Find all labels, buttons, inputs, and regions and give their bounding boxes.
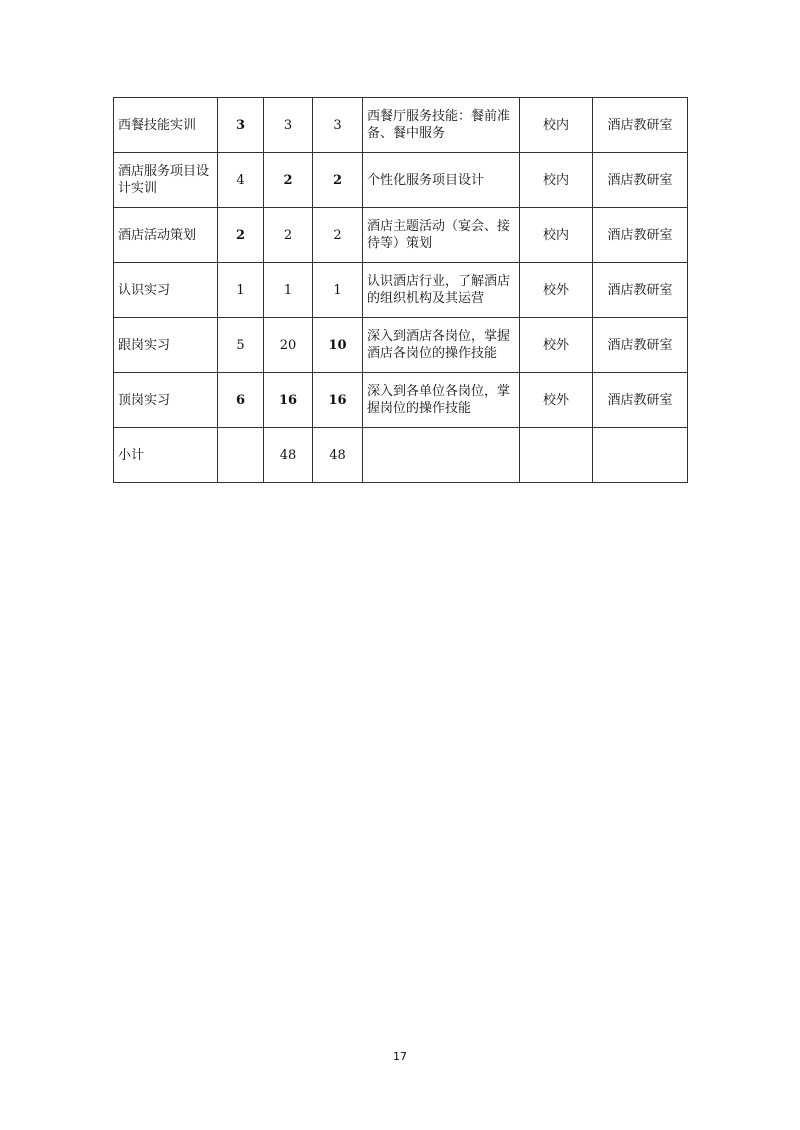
cell-c2: 2 bbox=[264, 208, 313, 263]
cell-department: 酒店教研室 bbox=[593, 208, 688, 263]
course-table bbox=[113, 97, 688, 483]
cell-c3: 16 bbox=[313, 373, 363, 428]
cell-c1: 1 bbox=[218, 263, 264, 318]
cell-content: 深入到酒店各岗位，掌握酒店各岗位的操作技能 bbox=[363, 318, 520, 373]
table-body bbox=[114, 98, 688, 483]
cell-location: 校内 bbox=[520, 153, 593, 208]
cell-c1: 4 bbox=[218, 153, 264, 208]
cell-department: 酒店教研室 bbox=[593, 263, 688, 318]
table-row bbox=[114, 153, 688, 208]
cell-department: 酒店教研室 bbox=[593, 373, 688, 428]
table-row bbox=[114, 318, 688, 373]
cell-department: 酒店教研室 bbox=[593, 318, 688, 373]
cell-course-name: 认识实习 bbox=[114, 263, 218, 318]
cell-c1: 2 bbox=[218, 208, 264, 263]
cell-course-name: 小计 bbox=[114, 428, 218, 483]
cell-department bbox=[593, 428, 688, 483]
cell-c3: 1 bbox=[313, 263, 363, 318]
cell-c2: 1 bbox=[264, 263, 313, 318]
cell-c1: 5 bbox=[218, 318, 264, 373]
cell-c3: 3 bbox=[313, 98, 363, 153]
cell-content: 认识酒店行业，了解酒店的组织机构及其运营 bbox=[363, 263, 520, 318]
table-row bbox=[114, 263, 688, 318]
cell-course-name: 西餐技能实训 bbox=[114, 98, 218, 153]
cell-location bbox=[520, 428, 593, 483]
cell-content: 深入到各单位各岗位，掌握岗位的操作技能 bbox=[363, 373, 520, 428]
cell-c2: 3 bbox=[264, 98, 313, 153]
cell-c3: 48 bbox=[313, 428, 363, 483]
table-row bbox=[114, 98, 688, 153]
table-row bbox=[114, 208, 688, 263]
cell-location: 校外 bbox=[520, 263, 593, 318]
cell-c3: 2 bbox=[313, 153, 363, 208]
cell-department: 酒店教研室 bbox=[593, 98, 688, 153]
page-number: 17 bbox=[393, 1050, 407, 1063]
cell-c1 bbox=[218, 428, 264, 483]
cell-course-name: 酒店活动策划 bbox=[114, 208, 218, 263]
cell-location: 校外 bbox=[520, 318, 593, 373]
cell-content: 西餐厅服务技能：餐前准备、餐中服务 bbox=[363, 98, 520, 153]
cell-c2: 2 bbox=[264, 153, 313, 208]
cell-c2: 20 bbox=[264, 318, 313, 373]
cell-c1: 6 bbox=[218, 373, 264, 428]
table-row bbox=[114, 428, 688, 483]
table-row bbox=[114, 373, 688, 428]
cell-course-name: 顶岗实习 bbox=[114, 373, 218, 428]
cell-c3: 2 bbox=[313, 208, 363, 263]
cell-course-name: 酒店服务项目设计实训 bbox=[114, 153, 218, 208]
cell-location: 校外 bbox=[520, 373, 593, 428]
cell-c3: 10 bbox=[313, 318, 363, 373]
cell-department: 酒店教研室 bbox=[593, 153, 688, 208]
cell-location: 校内 bbox=[520, 98, 593, 153]
cell-c1: 3 bbox=[218, 98, 264, 153]
cell-content: 酒店主题活动（宴会、接待等）策划 bbox=[363, 208, 520, 263]
cell-course-name: 跟岗实习 bbox=[114, 318, 218, 373]
cell-location: 校内 bbox=[520, 208, 593, 263]
cell-c2: 48 bbox=[264, 428, 313, 483]
cell-content: 个性化服务项目设计 bbox=[363, 153, 520, 208]
cell-content bbox=[363, 428, 520, 483]
cell-c2: 16 bbox=[264, 373, 313, 428]
